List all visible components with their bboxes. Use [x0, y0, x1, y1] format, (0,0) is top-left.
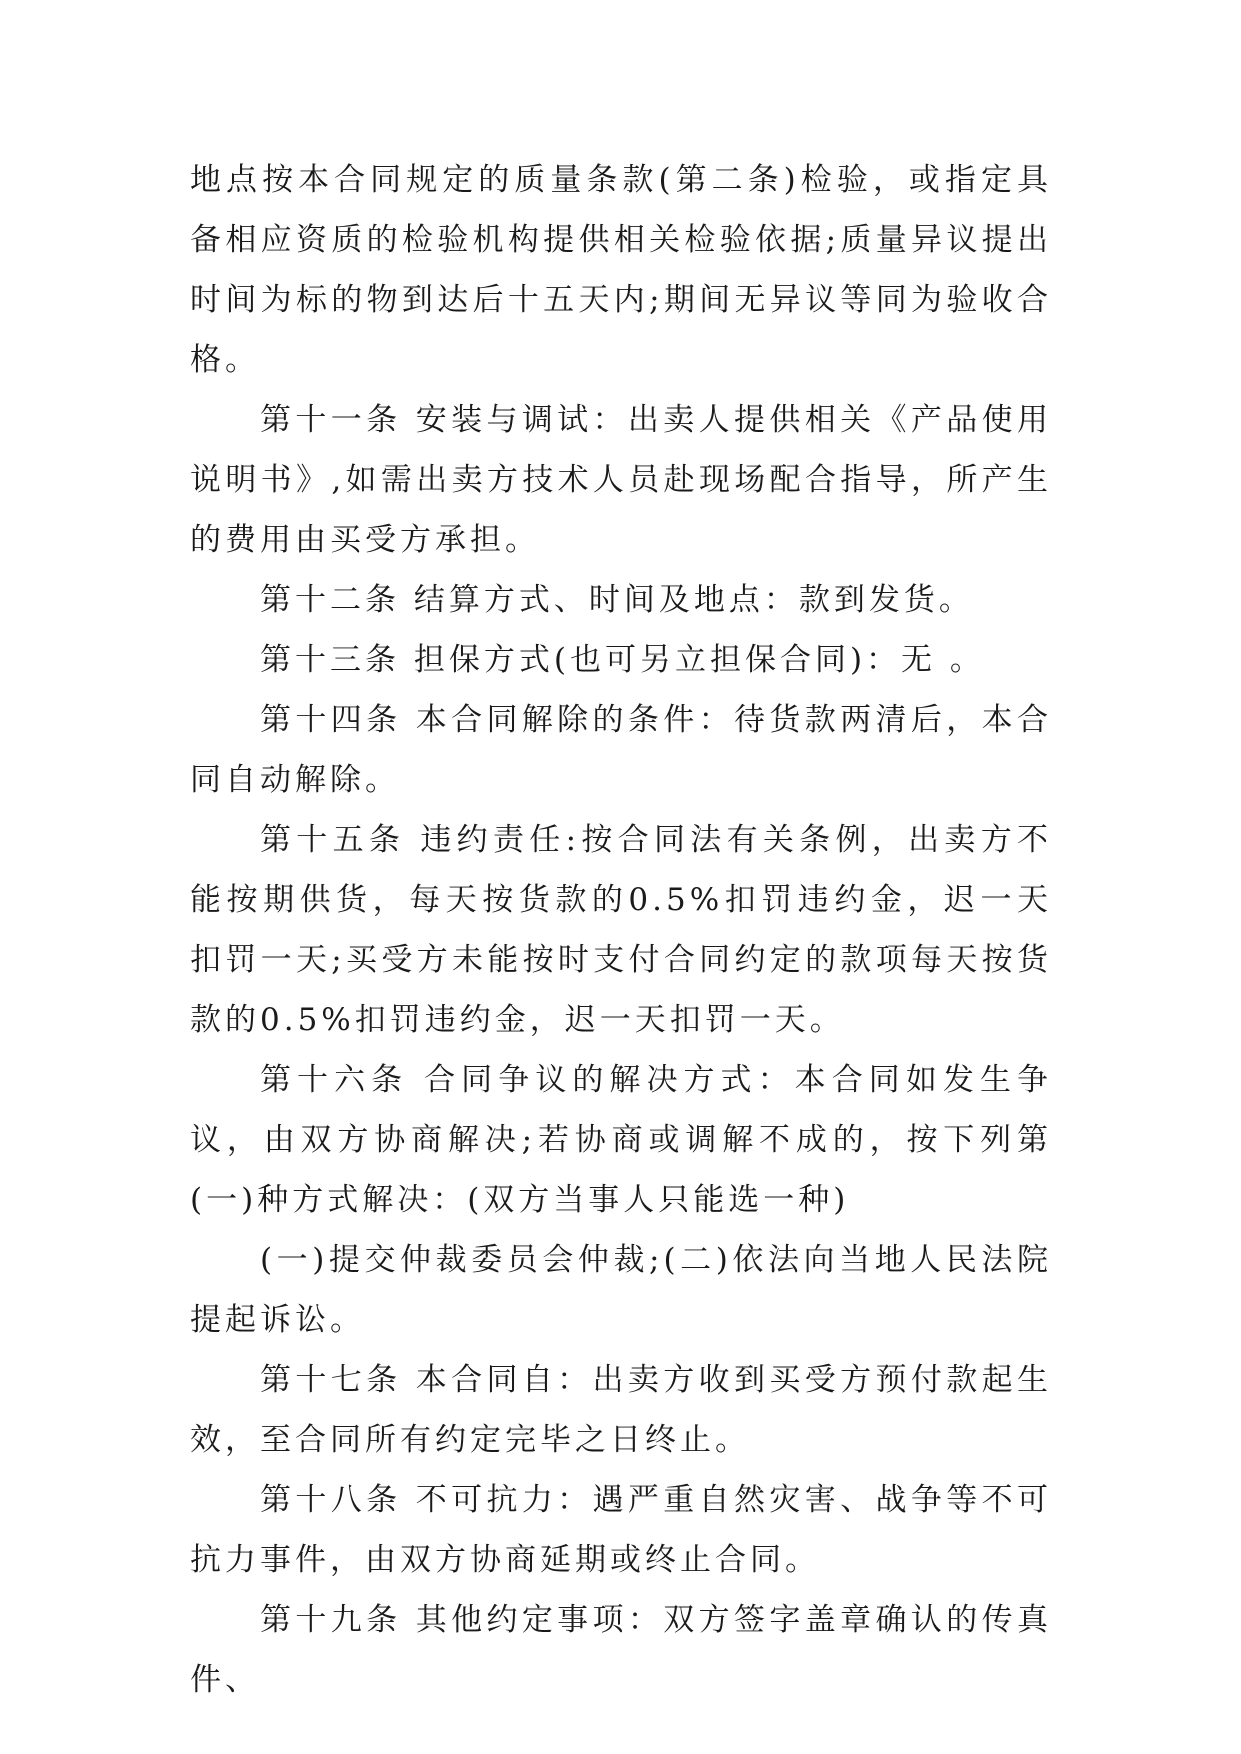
- paragraph-article-14: 第十四条 本合同解除的条件：待货款两清后，本合同自动解除。: [190, 702, 1052, 798]
- paragraph-article-18: 第十八条 不可抗力：遇严重自然灾害、战争等不可抗力事件，由双方协商延期或终止合同。: [190, 1482, 1052, 1578]
- paragraph-quality-inspection: 地点按本合同规定的质量条款(第二条)检验，或指定具备相应资质的检验机构提供相关检验依据;质量异议提出时间为标的物到达后十五天内;期间无异议等同为验收合格。: [190, 162, 1052, 378]
- document-page: [190, 150, 1052, 1710]
- paragraph-article-11: 第十一条 安装与调试：出卖人提供相关《产品使用说明书》,如需出卖方技术人员赴现场配合指导，所产生的费用由买受方承担。: [190, 402, 1052, 558]
- paragraph-dispute-options: (一)提交仲裁委员会仲裁;(二)依法向当地人民法院提起诉讼。: [190, 1242, 1052, 1338]
- paragraph-article-12: 第十二条 结算方式、时间及地点：款到发货。: [260, 582, 974, 618]
- paragraph-article-19: 第十九条 其他约定事项：双方签字盖章确认的传真件、: [190, 1602, 1052, 1698]
- paragraph-article-17: 第十七条 本合同自：出卖方收到买受方预付款起生效，至合同所有约定完毕之日终止。: [190, 1362, 1052, 1458]
- paragraph-article-16: 第十六条 合同争议的解决方式：本合同如发生争议，由双方协商解决;若协商或调解不成的，按下列第(一)种方式解决：(双方当事人只能选一种): [190, 1062, 1052, 1218]
- paragraph-article-13: 第十三条 担保方式(也可另立担保合同)：无 。: [260, 642, 985, 678]
- paragraph-article-15: 第十五条 违约责任:按合同法有关条例，出卖方不能按期供货，每天按货款的0.5%扣罚违约金，迟一天扣罚一天;买受方未能按时支付合同约定的款项每天按货款的0.5%扣罚违约金，迟一天扣罚一天。: [190, 822, 1052, 1038]
